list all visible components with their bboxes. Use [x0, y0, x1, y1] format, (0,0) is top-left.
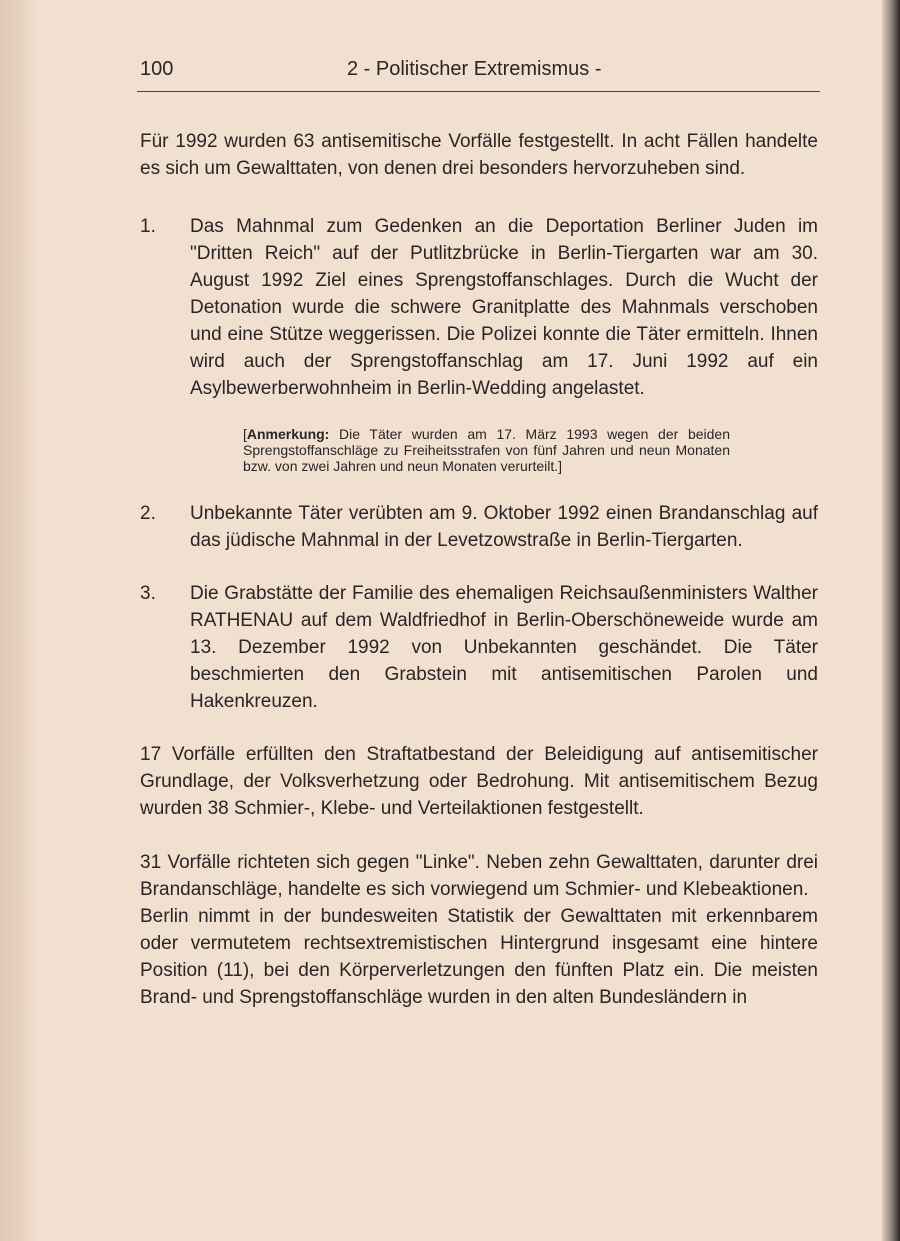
page-number: 100 — [140, 58, 174, 80]
list-item — [140, 500, 818, 554]
annotation-note — [243, 426, 730, 474]
page-header — [140, 56, 820, 86]
binding-shadow — [0, 0, 40, 1241]
note-text: Die Täter wurden am 17. März 1993 wegen der beiden Sprengstoffanschläge zu Freiheitsstrafen von fünf Jahren und neun Monaten bzw. von zwei Jahren und neun Monaten verurteilt.] — [243, 426, 730, 474]
header-divider — [137, 91, 820, 92]
list-item-text: Das Mahnmal zum Gedenken an die Deportation Berliner Juden im "Dritten Reich" auf der Putlitzbrücke in Berlin-Tiergarten war am 30. August 1992 Ziel eines Sprengstoffanschlages. Durch die Wucht der Detonation wurde die schwere Granitplatte des Mahnmals verschoben und eine Stütze weggerissen. Die Polizei konnte die Täter ermitteln. Ihnen wird auch der Sprengstoffanschlag am 17. Juni 1992 auf ein Asylbewerberwohnheim in Berlin-Wedding angelastet. — [190, 216, 818, 399]
list-item — [140, 213, 818, 402]
running-head: 2 - Politischer Extremismus - — [347, 58, 602, 80]
list-item — [140, 580, 818, 715]
note-bracket: [ — [243, 426, 247, 442]
paragraph-berlin-statistics: Berlin nimmt in der bundesweiten Statistik der Gewalttaten mit erkennbarem oder vermutetem rechtsextremistischen Hintergrund insgesamt eine hintere Position (11), bei den Körperverletzungen den fünften Platz ein. Die meisten Brand- und Sprengstoffanschläge wurden in den alten Bundesländern in — [140, 906, 818, 1008]
list-item-text: Unbekannte Täter verübten am 9. Oktober 1992 einen Brandanschlag auf das jüdische Mahnmal in der Levetzowstraße in Berlin-Tiergarten. — [190, 503, 818, 551]
intro-paragraph: Für 1992 wurden 63 antisemitische Vorfälle festgestellt. In acht Fällen handelte es sich um Gewalttaten, von denen drei besonders hervorzuheben sind. — [140, 131, 818, 179]
list-item-number: 1. — [140, 216, 156, 237]
list-item-text: Die Grabstätte der Familie des ehemaligen Reichsaußenministers Walther RATHENAU auf dem Waldfriedhof in Berlin-Oberschöneweide wurde am 13. Dezember 1992 von Unbekannten geschändet. Die Täter beschmierten den Grabstein mit antisemitischen Parolen und Hakenkreuzen. — [190, 583, 818, 712]
note-label: Anmerkung: — [246, 426, 330, 442]
list-item-number: 2. — [140, 503, 156, 524]
list-item-number: 3. — [140, 583, 156, 604]
paragraph-insults: 17 Vorfälle erfüllten den Straftatbestand der Beleidigung auf antisemitischer Grundlage, der Volksverhetzung oder Bedrohung. Mit antisemitischem Bezug wurden 38 Schmier-, Klebe- und Verteilaktionen festgestellt. — [140, 744, 818, 819]
page-body — [140, 128, 818, 1011]
paragraph-left-targets: 31 Vorfälle richteten sich gegen "Linke". Neben zehn Gewalttaten, darunter drei Brandanschläge, handelte es sich vorwiegend um Schmier- und Klebeaktionen. — [140, 852, 818, 900]
page-edge — [882, 0, 900, 1241]
